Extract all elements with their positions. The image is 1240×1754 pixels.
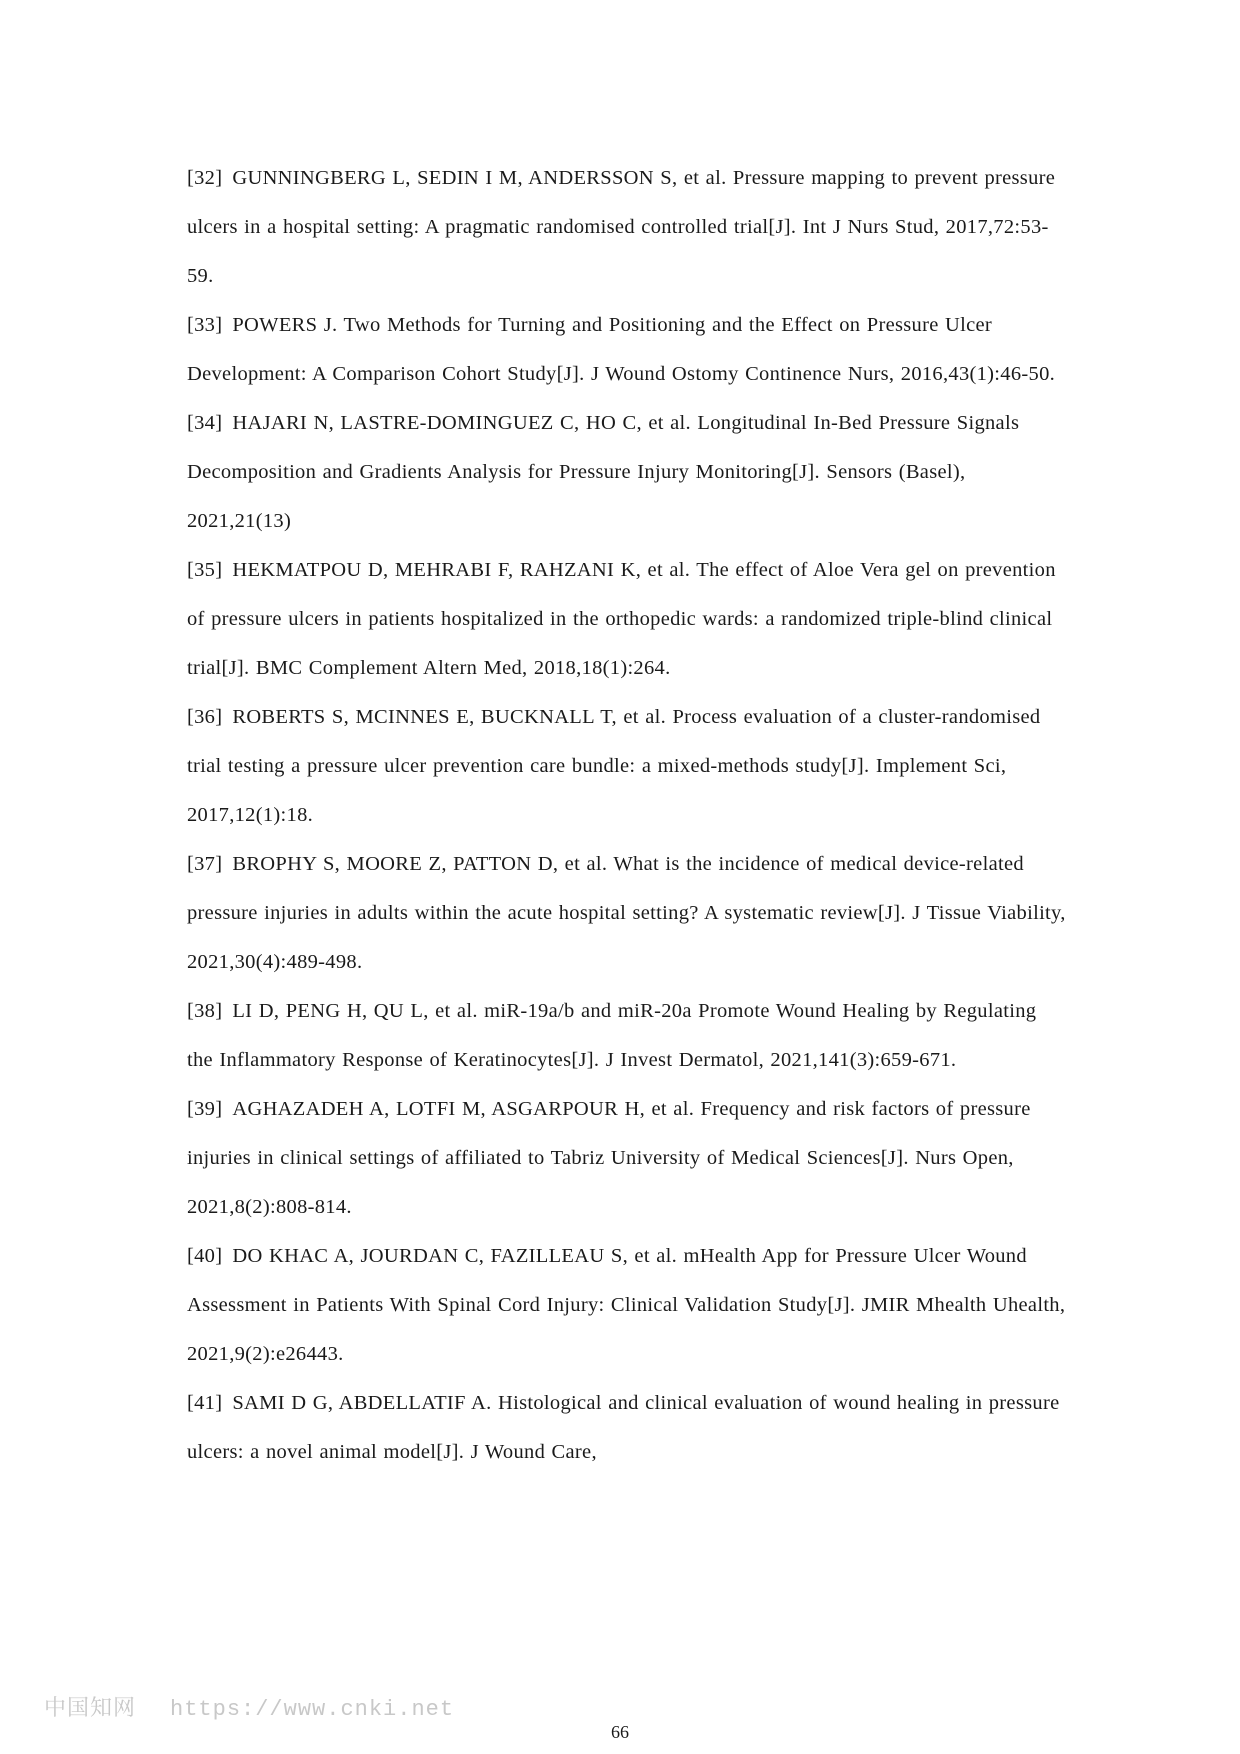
reference-text: AGHAZADEH A, LOTFI M, ASGARPOUR H, et al. Frequency and risk factors of pressure injuries in clinical settings of affiliated to Tabriz University of Medical Sciences[J]. Nurs Open, 2021,8(2):808-814. <box>187 1098 1031 1218</box>
reference-label: [39] <box>187 1098 223 1120</box>
reference-label: [40] <box>187 1245 223 1267</box>
reference-list <box>187 154 1067 1477</box>
reference-label: [37] <box>187 853 223 875</box>
reference-text: POWERS J. Two Methods for Turning and Positioning and the Effect on Pressure Ulcer Development: A Comparison Cohort Study[J]. J Wound Ostomy Continence Nurs, 2016,43(1):46-50. <box>187 314 1056 385</box>
reference-item <box>187 1232 1067 1379</box>
reference-item <box>187 693 1067 840</box>
reference-item <box>187 154 1067 301</box>
reference-label: [38] <box>187 1000 223 1022</box>
reference-label: [34] <box>187 412 223 434</box>
reference-label: [36] <box>187 706 223 728</box>
reference-label: [35] <box>187 559 223 581</box>
reference-text: HEKMATPOU D, MEHRABI F, RAHZANI K, et al. The effect of Aloe Vera gel on prevention of pressure ulcers in patients hospitalized in the orthopedic wards: a randomized triple-blind clinical trial[J]. BMC Complement Altern Med, 2018,18(1):264. <box>187 559 1056 679</box>
reference-text: ROBERTS S, MCINNES E, BUCKNALL T, et al. Process evaluation of a cluster-randomised trial testing a pressure ulcer prevention care bundle: a mixed-methods study[J]. Implement Sci, 2017,12(1):18. <box>187 706 1041 826</box>
reference-label: [33] <box>187 314 223 336</box>
watermark-url[interactable]: https://www.cnki.net <box>170 1697 455 1722</box>
reference-item <box>187 301 1067 399</box>
reference-item <box>187 1379 1067 1477</box>
reference-label: [32] <box>187 167 223 189</box>
reference-text: LI D, PENG H, QU L, et al. miR-19a/b and miR-20a Promote Wound Healing by Regulating the Inflammatory Response of Keratinocytes[J]. J Invest Dermatol, 2021,141(3):659-671. <box>187 1000 1037 1071</box>
reference-item <box>187 546 1067 693</box>
reference-text: DO KHAC A, JOURDAN C, FAZILLEAU S, et al. mHealth App for Pressure Ulcer Wound Assessment in Patients With Spinal Cord Injury: Clinical Validation Study[J]. JMIR Mhealth Uhealth, 2021,9(2):e26443. <box>187 1245 1066 1365</box>
reference-text: SAMI D G, ABDELLATIF A. Histological and clinical evaluation of wound healing in pressure ulcers: a novel animal model[J]. J Wound Care, <box>187 1392 1060 1463</box>
reference-item <box>187 987 1067 1085</box>
reference-label: [41] <box>187 1392 223 1414</box>
cnki-watermark <box>44 1691 454 1722</box>
reference-text: BROPHY S, MOORE Z, PATTON D, et al. What is the incidence of medical device-related pressure injuries in adults within the acute hospital setting? A systematic review[J]. J Tissue Viability, 2021,30(4):489-498. <box>187 853 1066 973</box>
reference-text: GUNNINGBERG L, SEDIN I M, ANDERSSON S, et al. Pressure mapping to prevent pressure ulcers in a hospital setting: A pragmatic randomised controlled trial[J]. Int J Nurs Stud, 2017,72:53-59. <box>187 167 1056 287</box>
watermark-brand: 中国知网 <box>44 1696 137 1721</box>
reference-item <box>187 1085 1067 1232</box>
page-number: 66 <box>611 1722 629 1742</box>
reference-text: HAJARI N, LASTRE-DOMINGUEZ C, HO C, et al. Longitudinal In-Bed Pressure Signals Decomposition and Gradients Analysis for Pressure Injury Monitoring[J]. Sensors (Basel), 2021,21(13) <box>187 412 1020 532</box>
reference-item <box>187 840 1067 987</box>
reference-item <box>187 399 1067 546</box>
